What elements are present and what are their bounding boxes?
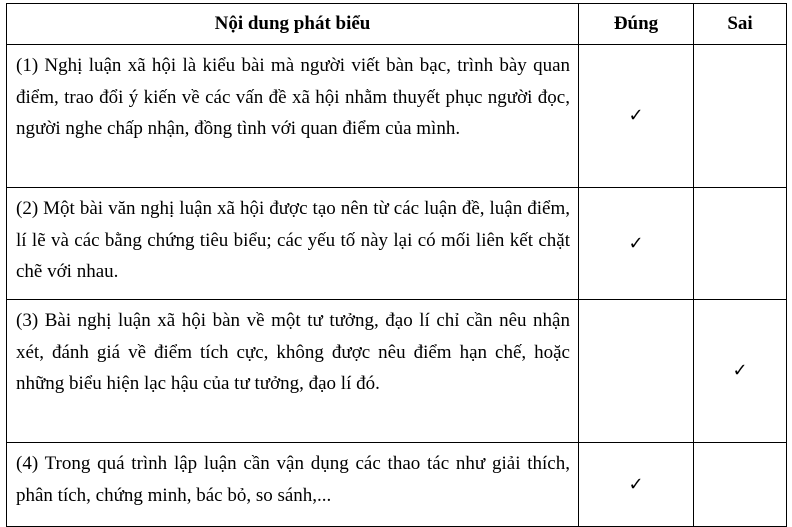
false-cell-3	[694, 300, 787, 443]
statement-4: (4) Trong quá trình lập luận cần vận dụng các thao tác như giải thích, phân tích, chứng minh, bác bỏ, so sánh,...	[7, 443, 579, 527]
table-row	[7, 188, 787, 300]
false-cell-4	[694, 443, 787, 527]
table-row	[7, 300, 787, 443]
statement-2: (2) Một bài văn nghị luận xã hội được tạo nên từ các luận đề, luận điểm, lí lẽ và các bằng chứng tiêu biểu; các yếu tố này lại có mối liên kết chặt chẽ với nhau.	[7, 188, 579, 300]
check-icon: ✓	[732, 360, 748, 381]
check-icon: ✓	[628, 232, 644, 254]
header-content: Nội dung phát biểu	[7, 4, 579, 45]
false-cell-2	[694, 188, 787, 300]
header-row	[7, 4, 787, 45]
check-icon: ✓	[628, 473, 644, 495]
table-row	[7, 443, 787, 527]
header-true: Đúng	[579, 4, 694, 45]
statement-1: (1) Nghị luận xã hội là kiểu bài mà người viết bàn bạc, trình bày quan điểm, trao đổi ý kiến về các vấn đề xã hội nhằm thuyết phục người đọc, người nghe chấp nhận, đồng tình với quan điểm của mình.	[7, 45, 579, 188]
true-cell-4	[579, 443, 694, 527]
false-cell-1	[694, 45, 787, 188]
check-icon: ✓	[628, 105, 644, 126]
header-false: Sai	[694, 4, 787, 45]
true-false-table	[6, 3, 787, 527]
statement-3: (3) Bài nghị luận xã hội bàn về một tư tưởng, đạo lí chỉ cần nêu nhận xét, đánh giá về điểm tích cực, không được nêu điểm hạn chế, hoặc những biểu hiện lạc hậu của tư tưởng, đạo lí đó.	[7, 300, 579, 443]
true-cell-1	[579, 45, 694, 188]
true-cell-3	[579, 300, 694, 443]
table-row	[7, 45, 787, 188]
true-cell-2	[579, 188, 694, 300]
